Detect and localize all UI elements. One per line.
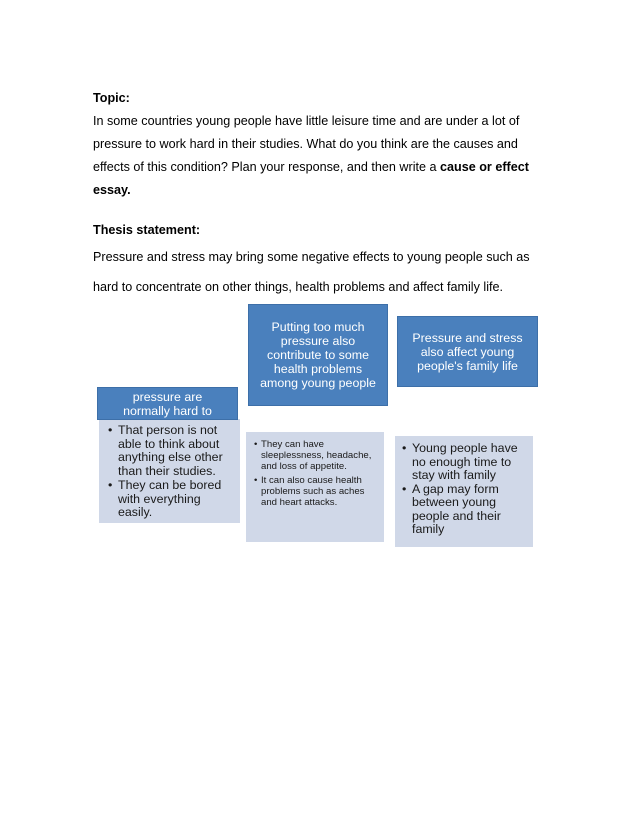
effect-2-title-line-5: among young people (260, 376, 376, 390)
effect-3-title-line-3: people's family life (417, 358, 518, 373)
effect-1-bullets (108, 424, 234, 520)
effect-1-bullet-2-line-3: easily. (118, 505, 153, 519)
effect-3-title-line-2: also affect young (420, 344, 515, 359)
effect-1-title (123, 390, 212, 418)
effect-3-bullet-1 (402, 442, 529, 483)
effect-1-details-box (99, 419, 240, 523)
effect-3-bullet-2 (402, 483, 529, 537)
effect-1-title-line-1: pressure are (132, 390, 203, 404)
thesis-line-2: hard to concentrate on other things, health problems and affect family life. (93, 280, 504, 294)
effect-3-bullet-2-line-4: family (412, 522, 445, 536)
effect-2-title-box (248, 304, 388, 406)
topic-line-2: pressure to work hard in their studies. What do you think are the causes and (93, 137, 518, 151)
effect-3-bullet-2-line-3: people and their (412, 508, 501, 523)
effect-3-bullet-2-line-1: • A gap may form (412, 481, 499, 496)
thesis-heading: Thesis statement: (93, 223, 201, 237)
effect-2-title (260, 320, 376, 390)
effect-3-bullet-1-line-2: no enough time to (412, 454, 512, 469)
effect-2-bullet-1-line-1: • They can have (261, 439, 324, 450)
topic-heading: Topic: (93, 91, 130, 105)
effect-1-bullet-2-line-2: with everything (118, 491, 201, 506)
effect-1-title-box (97, 387, 238, 420)
topic-line-3-regular: effects of this condition? Plan your response, and then write a (93, 160, 441, 174)
topic-paragraph (93, 111, 553, 200)
effect-2-bullets (254, 439, 380, 508)
effect-1-bullet-2-line-1: • They can be bored (118, 478, 222, 492)
effect-2-title-line-2: pressure also (280, 334, 356, 348)
effect-3-bullet-1-line-3: stay with family (412, 468, 496, 482)
topic-line-3-bold: cause or effect (440, 160, 529, 174)
effect-1-bullet-1-line-1: • That person is not (118, 423, 218, 437)
effect-3-details-box (395, 436, 533, 547)
thesis-line-1: Pressure and stress may bring some negative effects to young people such as (93, 250, 530, 264)
topic-line-1: In some countries young people have little leisure time and are under a lot of (93, 114, 520, 128)
effect-1-title-line-2: normally hard to (123, 404, 212, 418)
effect-2-title-line-1: Putting too much (271, 320, 365, 334)
effect-3-title (412, 331, 522, 373)
topic-section (93, 88, 553, 200)
effect-3-bullets (402, 442, 529, 537)
effect-1-bullet-1-line-2: able to think about (118, 436, 220, 451)
effect-2-bullet-1-line-3: and loss of appetite. (261, 461, 347, 472)
effect-3-bullet-1-line-1: • Young people have (412, 441, 518, 455)
effect-2-details-box (246, 432, 384, 542)
effect-1-bullet-1 (108, 424, 234, 478)
effect-2-bullet-1 (254, 439, 380, 472)
effect-2-title-line-4: health problems (273, 362, 363, 376)
effect-2-title-line-3: contribute to some (267, 348, 369, 362)
effect-3-bullet-2-line-2: between young (412, 495, 497, 509)
effect-2-bullet-2 (254, 475, 380, 508)
effect-3-title-box (397, 316, 538, 387)
effect-1-bullet-1-line-4: than their studies. (118, 463, 216, 478)
effect-2-bullet-2-line-2: problems such as aches (261, 486, 365, 497)
effect-2-bullet-1-line-2: sleeplessness, headache, (261, 450, 372, 461)
effect-2-bullet-2-line-1: • It can also cause health (261, 475, 362, 486)
effect-1-bullet-2 (108, 479, 234, 520)
effect-2-bullet-2-line-3: and heart attacks. (261, 497, 338, 508)
topic-line-4: essay. (93, 183, 131, 197)
topic-line-3 (93, 157, 553, 177)
effect-3-title-line-1: Pressure and stress (412, 330, 523, 345)
thesis-paragraph (93, 247, 553, 297)
thesis-section (93, 220, 553, 297)
effect-1-bullet-1-line-3: anything else other (118, 450, 223, 464)
